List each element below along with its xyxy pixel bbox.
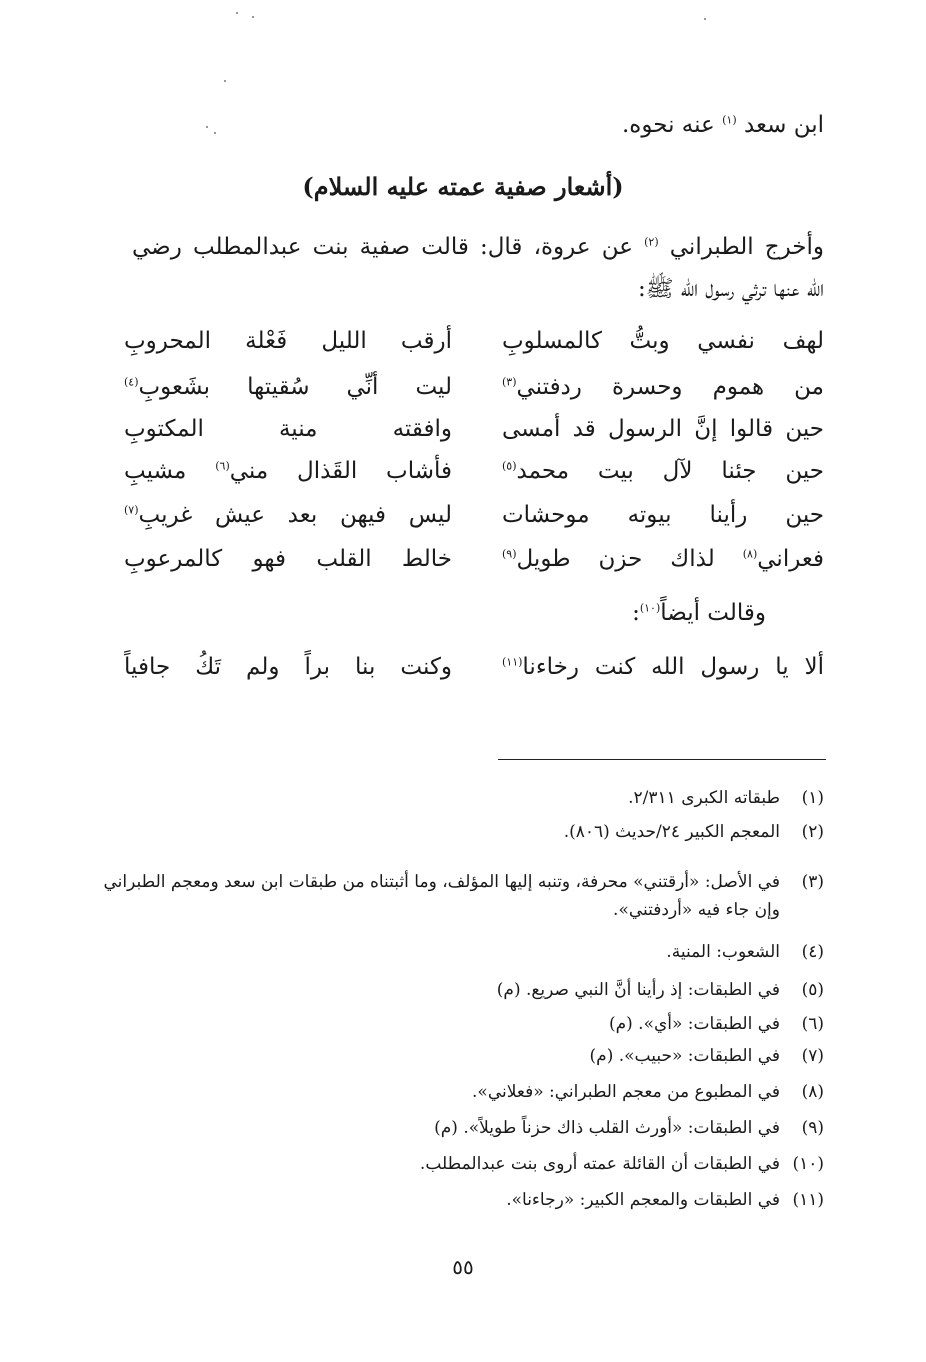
- verse-hemistich-second: وافقته منية المكتوبِ: [124, 416, 452, 442]
- verse-hemistich-second: وكنت بنا براً ولم تَكُ جافياً: [124, 654, 452, 680]
- continuation-text-end: عنه نحوه.: [621, 112, 715, 138]
- verse-hemistich-second: ليت أنِّي سُقيتها بشَعوبِ$^{(٤)}$: [124, 374, 452, 400]
- footnote: (٧)في الطبقات: «حبيب». (م): [589, 1046, 824, 1066]
- intro-line-2: الله عنها ترثي رسول الله ﷺ:: [637, 276, 824, 302]
- footnote-marker: (٨): [742, 547, 758, 561]
- footnote-marker: (٤): [124, 375, 139, 389]
- verse-hemistich-second: فأشاب القَذال مني$^{(٦)}$ مشيبِ: [124, 458, 452, 484]
- verse-hemistich-first: لهف نفسي وبتُّ كالمسلوبِ: [502, 328, 824, 354]
- scan-speck: [224, 80, 226, 82]
- footnote: (٨)في المطبوع من معجم الطبراني: «فعلاني».: [472, 1082, 824, 1102]
- verse-hemistich-first: حين جئنا لآل بيت محمد$^{(٥)}$: [502, 458, 824, 484]
- scan-speck: [252, 16, 254, 18]
- footnote-marker: (١): [722, 113, 737, 127]
- scan-speck: [206, 126, 208, 128]
- intro-line-1: [132, 234, 824, 260]
- page-number: ٥٥: [452, 1255, 474, 1279]
- footnote: (١١)في الطبقات والمعجم الكبير: «رجاءنا».: [506, 1190, 824, 1210]
- verse-hemistich-first: ألا يا رسول الله كنت رخاءنا$^{(١١)}$: [502, 654, 824, 680]
- footnote: (١)طبقاته الكبرى ٢/٣١١.: [628, 788, 824, 808]
- footnote-marker: (٢): [644, 235, 659, 249]
- scan-speck: [214, 132, 216, 134]
- footnote-marker: (٣): [502, 375, 517, 389]
- footnote-marker: (٦): [215, 459, 230, 473]
- footnote-marker: (١١): [502, 655, 523, 669]
- footnote: (٦)في الطبقات: «أي». (م): [608, 1014, 824, 1034]
- footnote: (٩)في الطبقات: «أورث القلب ذاك حزناً طويلاً». (م): [434, 1118, 824, 1138]
- verse-hemistich-first: من هموم وحسرة ردفتني$^{(٣)}$: [502, 374, 824, 400]
- continuation-line: [622, 112, 824, 138]
- footnote-marker: (٧): [124, 503, 139, 517]
- intro-text: وأخرج الطبراني: [669, 234, 825, 260]
- intro-text: عن عروة، قال: قالت صفية بنت عبدالمطلب رضي: [132, 234, 633, 260]
- footnote: (٢)المعجم الكبير ٢٤/حديث (٨٠٦).: [563, 822, 824, 842]
- footnote-separator: [498, 759, 826, 760]
- verse-hemistich-first: فعراني$^{(٨)}$ لذاك حزن طويل$^{(٩)}$: [502, 546, 825, 572]
- continuation-text: ابن سعد: [743, 112, 824, 138]
- verse-hemistich-second: ليس فيهن بعد عيش غريبِ$^{(٧)}$: [124, 502, 452, 528]
- footnote-marker: (٩): [502, 547, 517, 561]
- verse-hemistich-first: حين قالوا إنَّ الرسول قد أمسى: [502, 416, 824, 442]
- footnote-marker: (١٠): [639, 601, 661, 615]
- footnote-marker: (٥): [502, 459, 517, 473]
- verse-hemistich-first: حين رأينا بيوته موحشات: [502, 502, 824, 528]
- footnote: (١٠)في الطبقات أن القائلة عمته أروى بنت عبدالمطلب.: [419, 1154, 824, 1174]
- transition-line: وقالت أيضاً$^{(١٠)}$:: [632, 600, 766, 626]
- scan-speck: [236, 12, 238, 14]
- footnote: (٥)في الطبقات: إذ رأينا أنَّ النبي صريع. (م): [496, 980, 824, 1000]
- section-heading: (أشعار صفية عمته عليه السلام): [302, 172, 624, 201]
- verse-hemistich-second: أرقب الليل فَعْلة المحروبِ: [124, 328, 452, 354]
- footnote: (٤)الشعوب: المنية.: [666, 942, 824, 962]
- scan-speck: [704, 18, 706, 20]
- transition-text: وقالت أيضاً: [660, 600, 766, 626]
- footnote: (٣)في الأصل: «أرقتني» محرفة، وتنبه إليها المؤلف، وما أثبتناه من طبقات ابن سعد ومعجم الطبراني وإن جاء فيه «أردفتني».: [103, 872, 824, 920]
- verse-hemistich-second: خالط القلب فهو كالمرعوبِ: [124, 546, 452, 572]
